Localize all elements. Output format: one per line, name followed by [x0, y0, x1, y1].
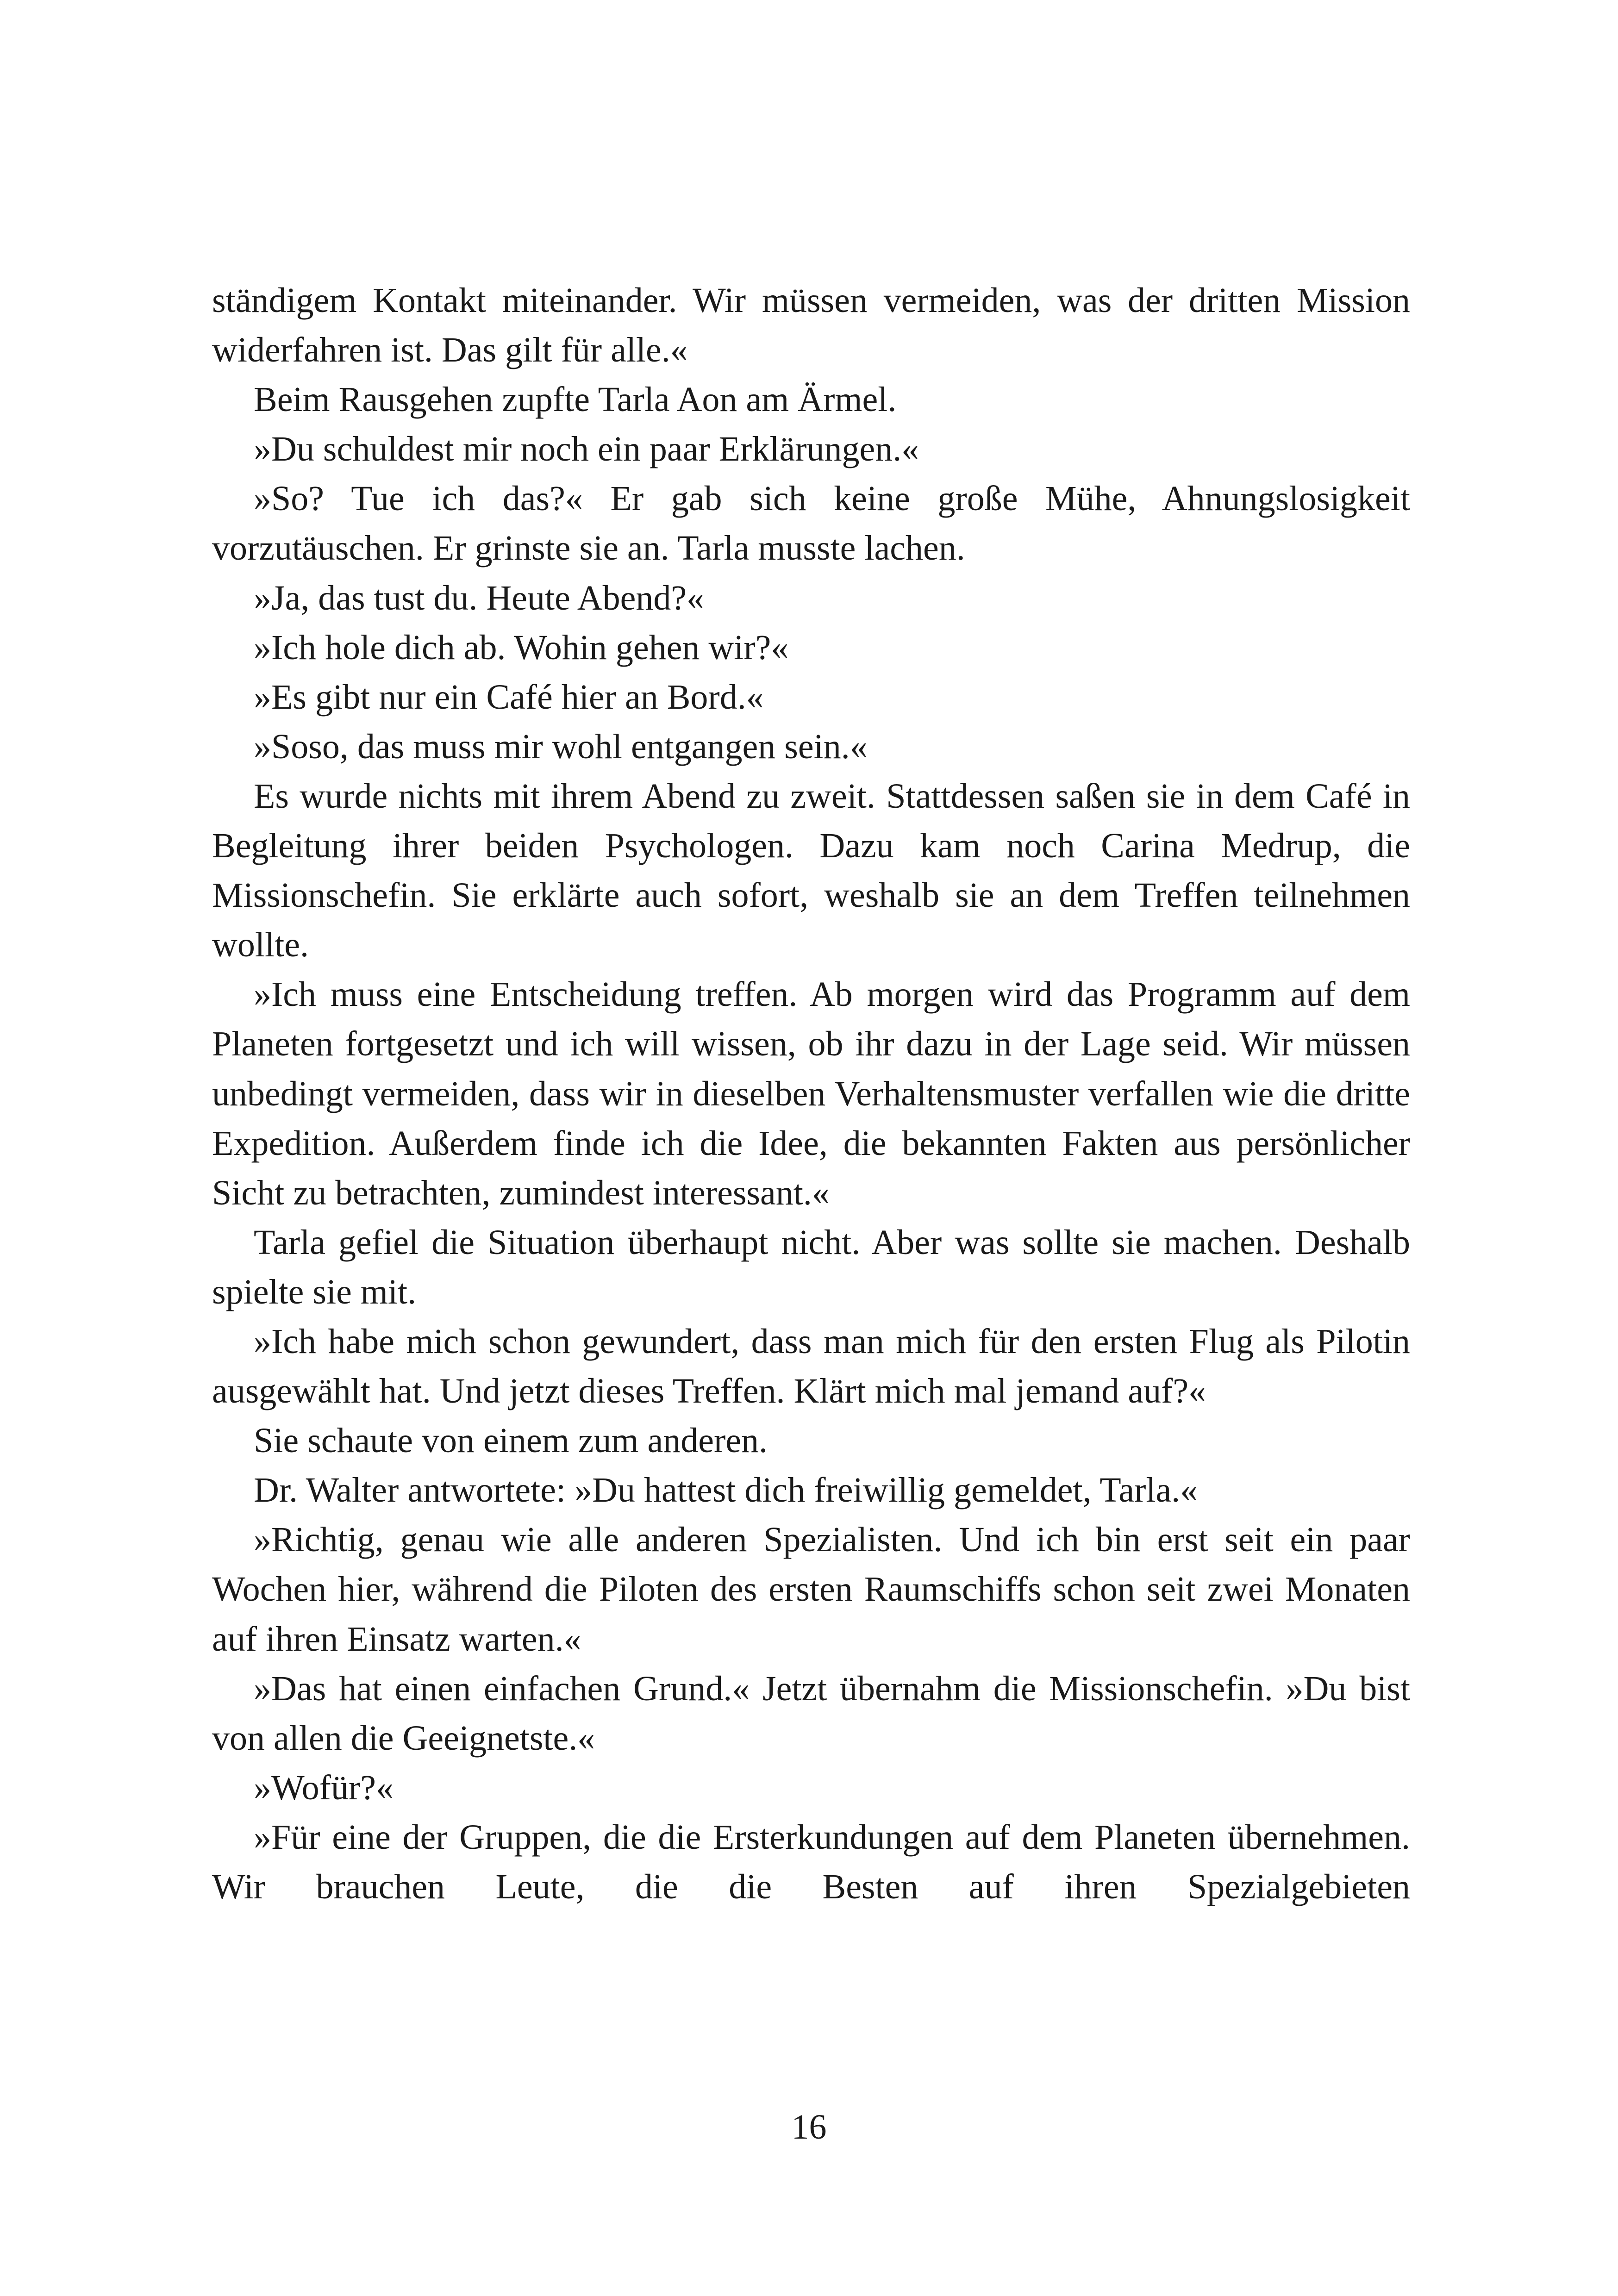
paragraph: Es wurde nichts mit ihrem Abend zu zweit. Stattdessen saßen sie in dem Café in Begleitung ihrer beiden Psychologen. Dazu kam noch Carina Medrup, die Missionschefin. Sie erklärte auch sofort, weshalb sie an dem Treffen teilnehmen wollte.	[212, 776, 1410, 965]
paragraph: »Ich muss eine Entscheidung treffen. Ab morgen wird das Programm auf dem Planeten fortgesetzt und ich will wissen, ob ihr dazu in der Lage seid. Wir müssen unbedingt vermeiden, dass wir in dieselben Verhaltensmuster verfallen wie die dritte Expedition. Außerdem finde ich die Idee, die bekannten Fakten aus persönlicher Sicht zu betrachten, zumindest interessant.«	[212, 975, 1410, 1212]
paragraph: »Ich habe mich schon gewundert, dass man mich für den ersten Flug als Pilotin ausgewählt hat. Und jetzt dieses Treffen. Klärt mich mal jemand auf?«	[212, 1322, 1410, 1411]
paragraph: »Ich hole dich ab. Wohin gehen wir?«	[254, 628, 789, 667]
paragraph: Beim Rausgehen zupfte Tarla Aon am Ärmel.	[254, 380, 897, 419]
paragraph: »Richtig, genau wie alle anderen Spezialisten. Und ich bin erst seit ein paar Wochen hier, während die Piloten des ersten Raumschiffs schon seit zwei Monaten auf ihren Einsatz warten.«	[212, 1520, 1410, 1659]
page-number: 16	[791, 2108, 827, 2146]
paragraph: »Es gibt nur ein Café hier an Bord.«	[254, 677, 764, 717]
paragraph: Tarla gefiel die Situation überhaupt nicht. Aber was sollte sie machen. Deshalb spielte sie mit.	[212, 1223, 1410, 1311]
paragraph: »Das hat einen einfachen Grund.« Jetzt übernahm die Missionschefin. »Du bist von allen die Geeignetste.«	[212, 1669, 1410, 1758]
paragraph: ständigem Kontakt miteinander. Wir müssen vermeiden, was der dritten Mission widerfahren ist. Das gilt für alle.«	[212, 281, 1410, 370]
paragraph-continued: »Für eine der Gruppen, die die Ersterkundungen auf dem Planeten übernehmen. Wir brauchen Leute, die die Besten auf ihren Spezialgebieten	[212, 1817, 1410, 1906]
paragraph: Sie schaute von einem zum anderen.	[254, 1421, 768, 1460]
paragraph: »Soso, das muss mir wohl entgangen sein.«	[254, 727, 868, 766]
paragraph: »Ja, das tust du. Heute Abend?«	[254, 578, 705, 618]
paragraph: »So? Tue ich das?« Er gab sich keine große Mühe, Ahnungslosigkeit vorzutäuschen. Er grinste sie an. Tarla musste lachen.	[212, 479, 1410, 568]
paragraph: Dr. Walter antwortete: »Du hattest dich freiwillig gemeldet, Tarla.«	[254, 1471, 1198, 1510]
paragraph: »Du schuldest mir noch ein paar Erklärungen.«	[254, 430, 919, 469]
paragraph: »Wofür?«	[254, 1768, 394, 1807]
body-text	[212, 276, 1410, 1912]
